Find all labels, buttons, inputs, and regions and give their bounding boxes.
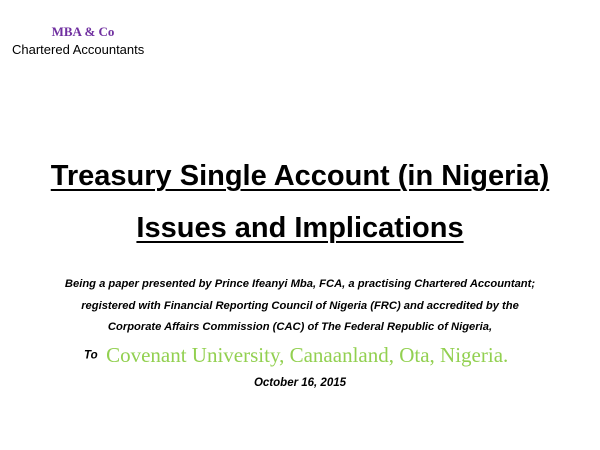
description-line-3: Corporate Affairs Commission (CAC) of The Federal Republic of Nigeria,: [107, 321, 493, 333]
description-line-2: registered with Financial Reporting Council of Nigeria (FRC) and accredited by the: [81, 300, 519, 312]
description-line-1: Being a paper presented by Prince Ifeanyi Mba, FCA, a practising Chartered Accountant;: [64, 278, 536, 290]
title-line-1: Treasury Single Account (in Nigeria): [50, 160, 550, 192]
firm-subtitle: Chartered Accountants: [12, 42, 145, 57]
title-line-2: Issues and Implications: [136, 212, 464, 244]
venue-name: Covenant University, Canaanland, Ota, Nigeria.: [106, 343, 509, 367]
recipient-line: [84, 343, 508, 368]
firm-name: MBA & Co: [51, 24, 115, 39]
recipient-prefix: To: [84, 349, 98, 362]
presentation-date: October 16, 2015: [253, 377, 347, 389]
